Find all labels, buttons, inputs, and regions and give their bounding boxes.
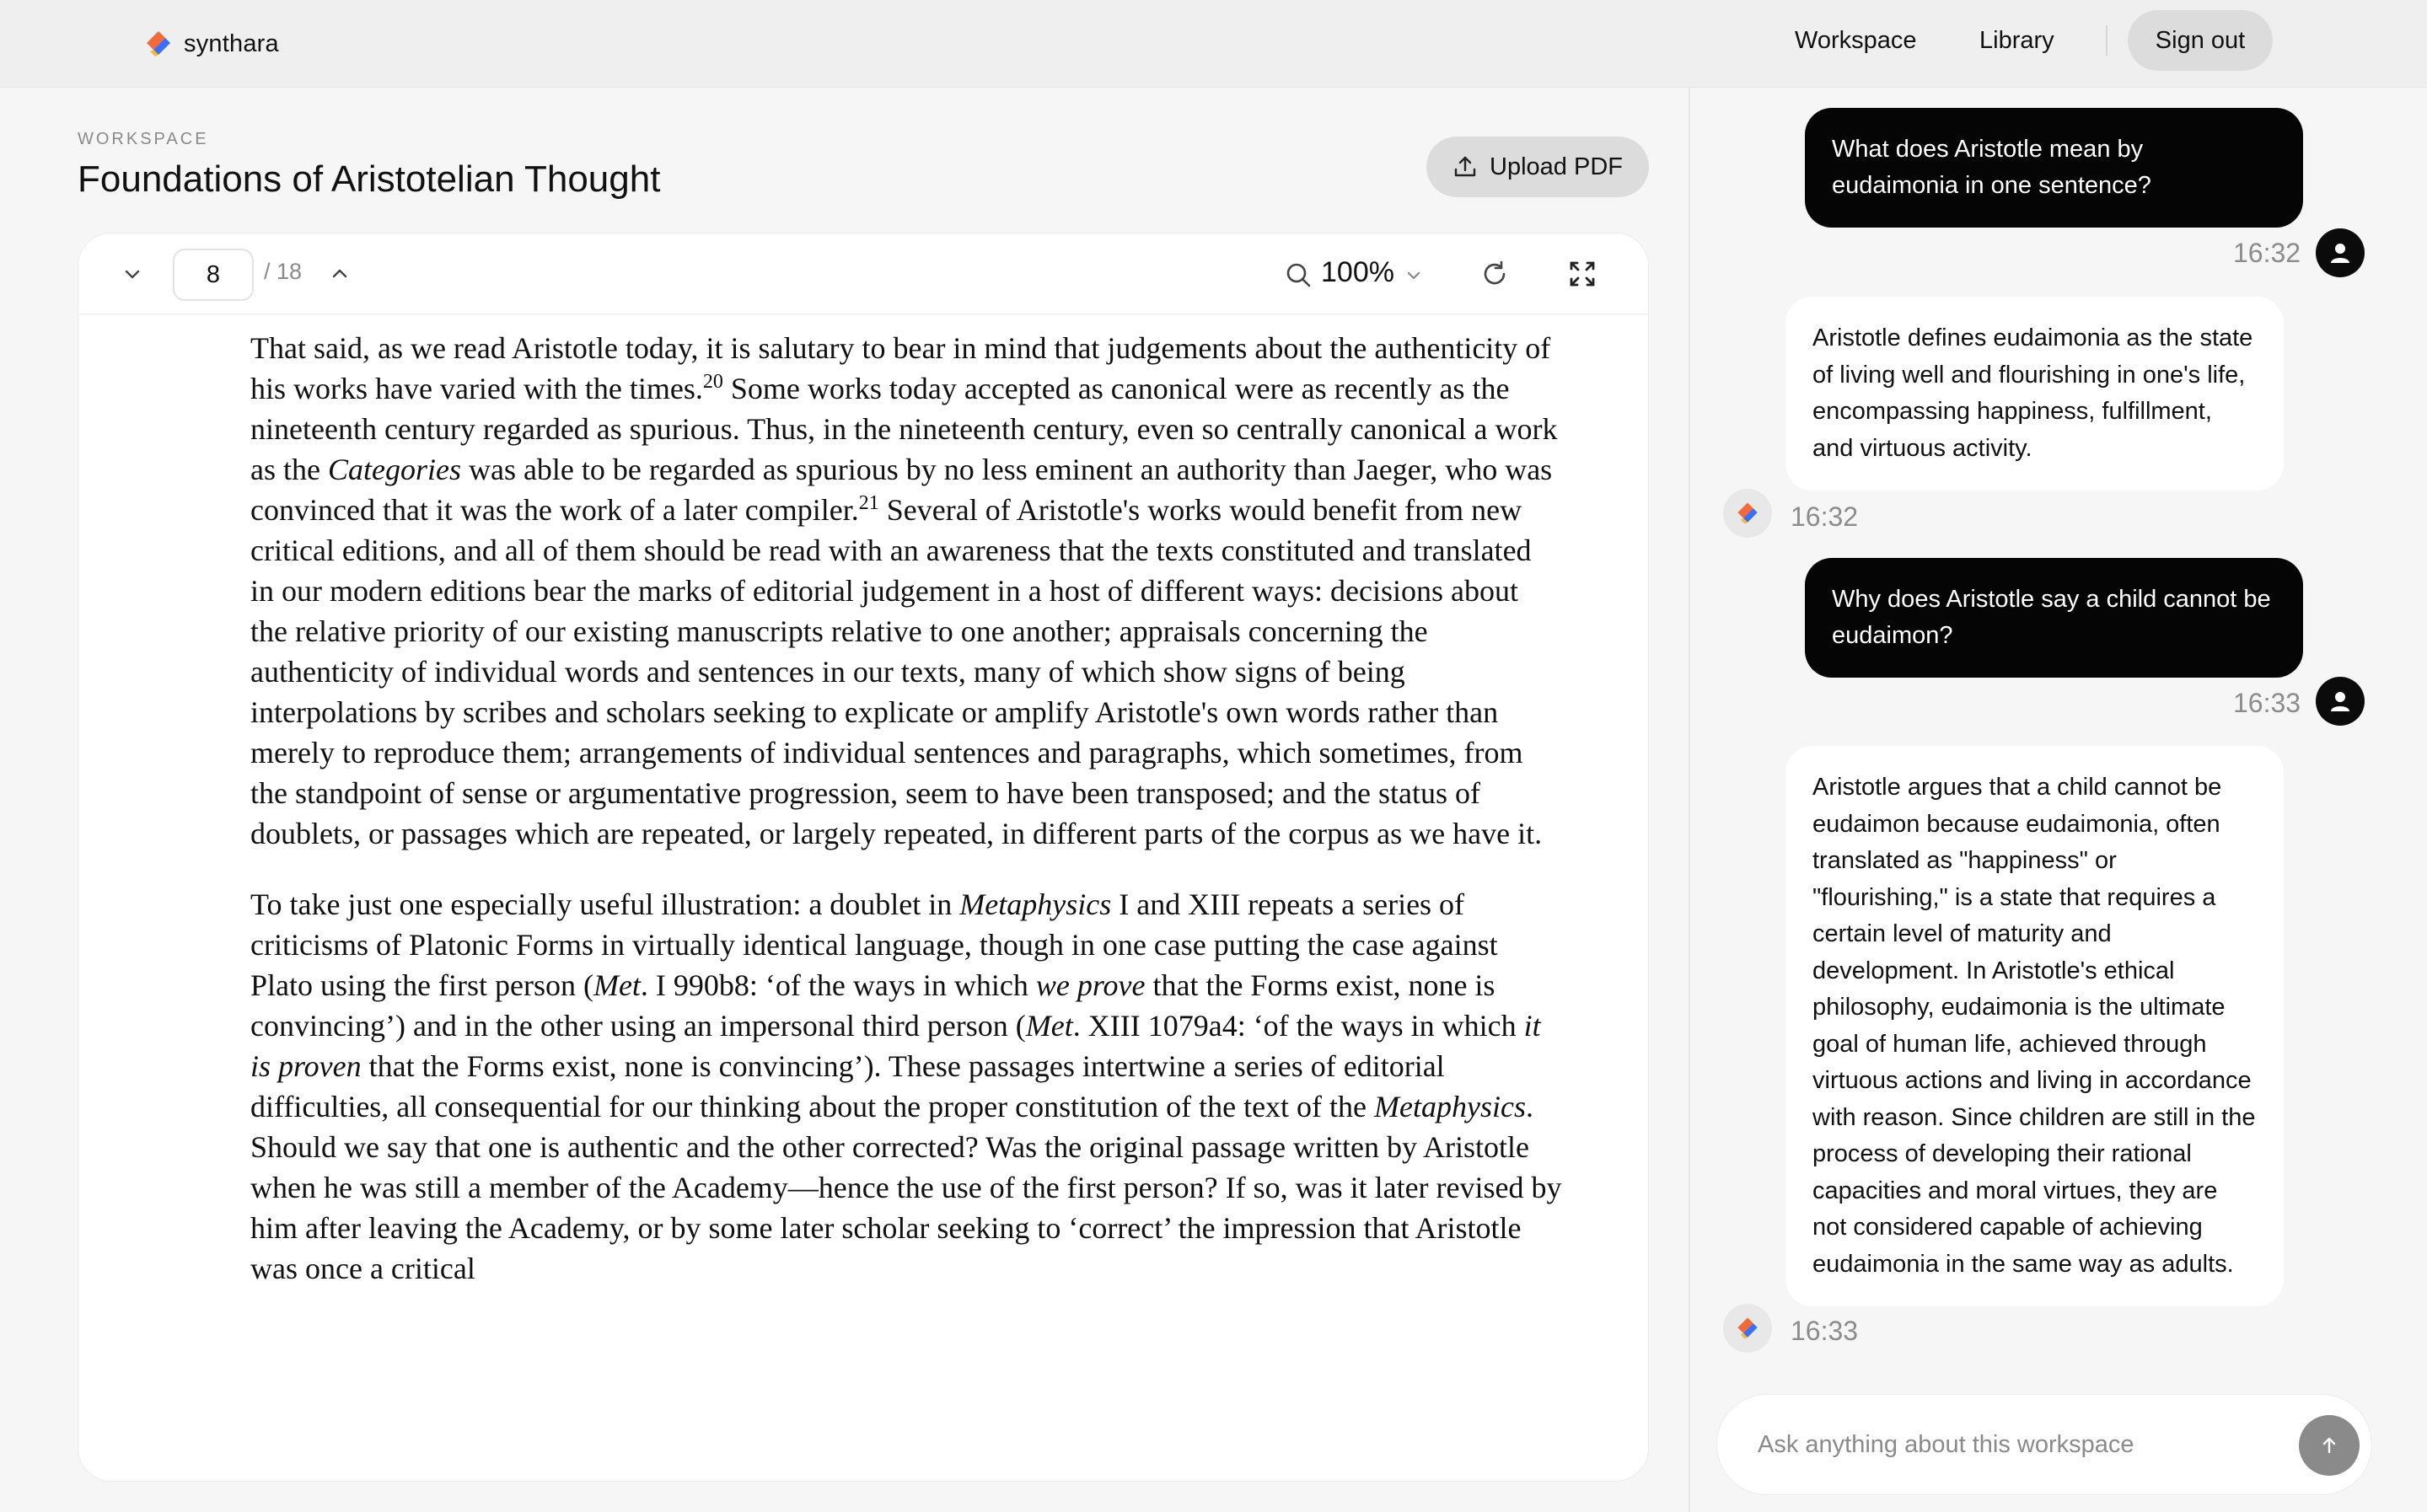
pdf-viewer <box>78 233 1649 1482</box>
paragraph-text: To take just one especially useful illustration: a doublet in <box>250 887 960 921</box>
arrow-up-icon <box>2318 1434 2340 1456</box>
italic-text: it is proven <box>250 1009 1541 1083</box>
user-avatar <box>2316 677 2365 726</box>
chat-input[interactable] <box>1758 1424 2263 1466</box>
pdf-page-content <box>250 328 1562 1319</box>
synthara-logo-icon <box>143 29 174 59</box>
message-timestamp: 16:33 <box>1791 1316 1859 1346</box>
user-message <box>1805 558 2303 678</box>
user-message-text: Why does Aristotle say a child cannot be eudaimon? <box>1832 586 2271 649</box>
next-page-button[interactable] <box>323 257 357 291</box>
footnote-marker: 21 <box>858 492 879 514</box>
assistant-message-text: Aristotle defines eudaimonia as the state of living well and flourishing in one's life, encompassing happiness, fulfillment, and virtuous activity. <box>1812 324 2253 462</box>
top-nav <box>0 0 2427 88</box>
section-label: WORKSPACE <box>78 130 209 148</box>
page-total: / 18 <box>264 259 303 284</box>
paragraph-text: was able to be regarded as spurious by no less eminent an authority than Jaeger, who was convinced that it was the work of a later compiler. <box>250 453 1553 527</box>
paragraph-text: . Should we say that one is authentic and the other corrected? Was the original passage written by Aristotle when he was still a member of the Academy—hence the use of the first person? If so, was it later revised by him after leaving the Academy, or by some later scholar seeking to ‘correct’ the impression that Aristotle was once a critical <box>250 1090 1562 1285</box>
chevron-down-icon <box>121 263 143 285</box>
brand-name: synthara <box>184 29 279 57</box>
user-icon <box>2328 240 2353 265</box>
paragraph-text: I and XIII repeats a series of criticisms of Platonic Forms in virtually identical language, though in one case putting the case against Plato using the first person ( <box>250 887 1498 1002</box>
pdf-toolbar <box>78 233 1648 314</box>
message-timestamp: 16:33 <box>2233 688 2301 718</box>
italic-text: Categories <box>327 453 461 486</box>
brand[interactable] <box>143 25 279 62</box>
pdf-paragraph <box>250 884 1562 1289</box>
paragraph-text: Several of Aristotle's works would benefit from new critical editions, and all of them should be read with an awareness that the texts constituted and translated in our modern editions bear the marks of editorial judgement in a host of different ways: decisions about the relative priority of our existing manuscripts relative to one another; appraisals concerning the authenticity of individual words and sentences in our texts, many of which show signs of being interpolations by scribes and scholars seeking to explicate or amplify Aristotle's own words rather than merely to reproduce them; arrangements of individual sentences and paragraphs, which sometimes, from the standpoint of sense or argumentative progression, seem to have been transposed; and the status of doublets, or passages which are repeated, or largely repeated, in different parts of the corpus as we have it. <box>250 493 1543 850</box>
nav-workspace-link[interactable]: Workspace <box>1795 27 1917 54</box>
refresh-button[interactable] <box>1478 257 1512 291</box>
assistant-avatar <box>1723 1304 1772 1353</box>
paragraph-text: . I 990b8: ‘of the ways in which <box>640 968 1036 1002</box>
chevron-up-icon <box>329 263 351 285</box>
paragraph-text: That said, as we read Aristotle today, it is salutary to bear in mind that judgements about the authenticity of his works have varied with the times. <box>250 331 1551 405</box>
search-button[interactable] <box>1282 259 1316 292</box>
paragraph-text: . XIII 1079a4: ‘of the ways in which <box>1072 1009 1524 1043</box>
italic-text: we prove <box>1035 968 1146 1002</box>
upload-pdf-label: Upload PDF <box>1490 153 1623 180</box>
footnote-marker: 20 <box>702 371 723 393</box>
paragraph-text: that the Forms exist, none is convincing’). These passages intertwine a series of editorial difficulties, all consequential for our thinking about the proper constitution of the text of the <box>250 1049 1445 1123</box>
paragraph-text: Some works today accepted as canonical were as recently as the nineteenth century regarded as spurious. Thus, in the nineteenth century, even so centrally canonical a work as the <box>250 372 1558 486</box>
synthara-logo-icon <box>1735 1316 1760 1341</box>
zoom-dropdown-button[interactable] <box>1397 259 1431 292</box>
pdf-paragraph <box>250 328 1562 854</box>
italic-text: Met <box>593 968 641 1002</box>
upload-pdf-button[interactable] <box>1426 137 1649 197</box>
message-timestamp: 16:32 <box>1791 501 1859 532</box>
assistant-message <box>1785 297 2284 491</box>
paragraph-text: that the Forms exist, none is convincing’) and in the other using an impersonal third person ( <box>250 968 1495 1043</box>
prev-page-button[interactable] <box>115 257 149 291</box>
fullscreen-icon <box>1568 260 1597 288</box>
user-message <box>1805 108 2303 228</box>
italic-text: Met <box>1025 1009 1073 1043</box>
user-message-text: What does Aristotle mean by eudaimonia in one sentence? <box>1832 136 2151 199</box>
refresh-icon <box>1480 260 1509 288</box>
zoom-level[interactable]: 100% <box>1321 256 1394 288</box>
chat-input-bar <box>1716 1394 2372 1495</box>
search-icon <box>1285 261 1313 290</box>
signout-button[interactable]: Sign out <box>2128 10 2273 71</box>
upload-icon <box>1452 154 1478 180</box>
italic-text: Metaphysics <box>959 887 1112 921</box>
assistant-message <box>1785 746 2284 1306</box>
fullscreen-button[interactable] <box>1565 257 1599 291</box>
assistant-message-text: Aristotle argues that a child cannot be eudaimon because eudaimonia, often translated as "happiness" or "flourishing," is a state that requires a certain level of maturity and development. In Aristotle's ethical philosophy, eudaimonia is the ultimate goal of human life, achieved through virtuous actions and living in accordance with reason. Since children are still in the process of developing their rational capacities and moral virtues, they are not considered capable of achieving eudaimonia in the same way as adults. <box>1812 774 2256 1278</box>
nav-library-link[interactable]: Library <box>1979 27 2054 54</box>
message-timestamp: 16:32 <box>2233 238 2301 268</box>
chevron-down-icon <box>1404 265 1424 286</box>
send-button[interactable] <box>2299 1415 2360 1476</box>
user-icon <box>2328 689 2353 714</box>
nav-divider <box>2106 25 2108 56</box>
page-title: Foundations of Aristotelian Thought <box>78 158 661 200</box>
italic-text: Metaphysics <box>1374 1090 1526 1123</box>
assistant-avatar <box>1723 489 1772 538</box>
synthara-logo-icon <box>1735 501 1760 526</box>
page-number-input[interactable] <box>173 249 254 301</box>
user-avatar <box>2316 228 2365 277</box>
